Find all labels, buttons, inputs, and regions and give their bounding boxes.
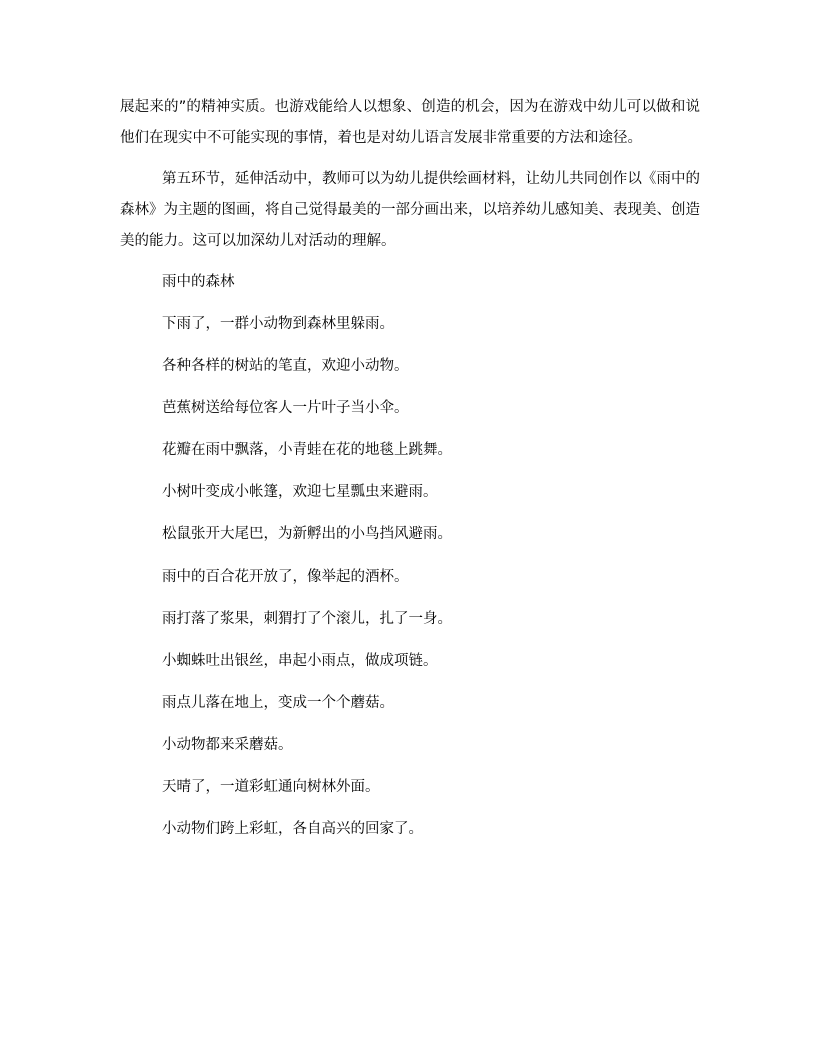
poem-line: 小树叶变成小帐篷，欢迎七星瓢虫来避雨。 — [162, 484, 438, 500]
poem-line: 小蜘蛛吐出银丝，串起小雨点，做成项链。 — [162, 653, 438, 669]
paragraph-fifth-step: 第五环节，延伸活动中，教师可以为幼儿提供绘画材料，让幼儿共同创作以《雨中的森林》为主题的图画，将自己觉得最美的一部分画出来，以培养幼儿感知美、表现美、创造美的能力。这可以加深幼儿对活动的理解。 — [120, 171, 700, 249]
poem-line: 雨打落了浆果，刺猬打了个滚儿，扎了一身。 — [162, 611, 452, 627]
poem-line: 雨点儿落在地上，变成一个个蘑菇。 — [162, 695, 394, 711]
poem-line: 芭蕉树送给每位客人一片叶子当小伞。 — [162, 400, 409, 416]
poem-line: 花瓣在雨中飘落，小青蛙在花的地毯上跳舞。 — [162, 442, 452, 458]
poem-title: 雨中的森林 — [162, 274, 235, 290]
poem-line: 小动物们跨上彩虹，各自高兴的回家了。 — [162, 821, 423, 837]
poem-line: 各种各样的树站的笔直，欢迎小动物。 — [162, 358, 409, 374]
poem-line: 松鼠张开大尾巴，为新孵出的小鸟挡风避雨。 — [162, 526, 452, 542]
poem-line: 小动物都来采蘑菇。 — [162, 737, 293, 753]
poem-line: 天晴了，一道彩虹通向树林外面。 — [162, 779, 380, 795]
paragraph-game-essence: 展起来的”的精神实质。也游戏能给人以想象、创造的机会，因为在游戏中幼儿可以做和说他们在现实中不可能实现的事情，着也是对幼儿语言发展非常重要的方法和途径。 — [120, 99, 700, 146]
poem-line: 下雨了，一群小动物到森林里躲雨。 — [162, 316, 394, 332]
poem-line: 雨中的百合花开放了，像举起的酒杯。 — [162, 569, 409, 585]
